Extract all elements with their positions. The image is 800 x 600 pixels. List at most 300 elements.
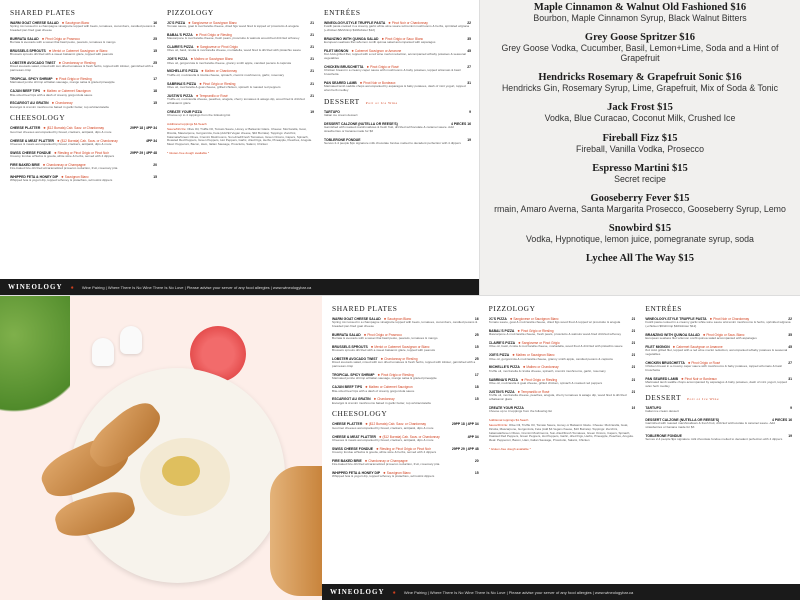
menu-item-name: CAJUN BEEF TIPS [332,385,363,390]
wine-pairing-icon: ✸ [61,21,66,25]
menu-item-price: 19 [788,434,793,439]
wine-pairing-text: Tempranillo or Rosé [521,389,550,394]
menu-item [167,33,314,41]
menu-item-description: Truffle oil, mozzarella cheese, peaches, arugula, cherry tomatoes & asiago dip, wood fired & drizzled w/balsamic glaze [167,96,305,105]
menu-item-name: CHICKEN BRUSCHETTA [324,65,364,70]
pizza-toppings-list [489,424,636,443]
gluten-free-note: * Gluten-free dough available * [167,151,210,156]
menu-item-price: 18 [474,385,479,390]
menu-item-description: Gourmet cheeses accompanied by bread, crackers, antipasti, dips & more [10,129,112,134]
pizza-toppings-note: Additional toppings $1.5each [488,417,529,422]
menu-item-price: 15 [474,397,479,402]
wine-pairing-icon: ✸ [380,357,385,362]
menu-item [324,65,471,77]
section-title-cheesology: CHEESOLOGY [10,113,66,123]
salt-shaker-image [92,338,114,366]
section-title-entrees: ENTRÉES [324,8,361,17]
wine-pairing-icon: ✸ [365,385,369,390]
menu-item [167,94,314,106]
wine-pairing-icon: ✸ [365,422,369,427]
menu-item-name: BABAL'S PIZZA [488,329,515,334]
menu-item-name: CLAIRE'S PIZZA [488,341,516,346]
menu-item [645,434,792,442]
menu-item-description: Italian ice cream dessert [324,113,358,118]
menu-item [645,345,792,357]
wine-pairing-icon: ✸ [517,329,521,334]
pizza-toppings-list [167,128,314,147]
menu-item [10,101,157,109]
wine-pairing-text: Sangiovese or Pinot Grigio [521,341,560,346]
wine-pairing-text: Chardonnay [55,101,73,106]
menu-item-description: Cheeses & meats accompanied by bread, crackers, antipasti, dips & more [332,437,434,442]
menu-item [10,163,157,171]
menu-item-name: PAN SEARED LAMB [645,377,679,382]
menu-item-name: CREATE YOUR PIZZA [167,109,203,114]
menu-item [332,373,479,381]
menu-item-price: 25 [474,332,479,337]
menu-item-price: 35 [467,36,471,41]
salad-image [0,296,70,426]
menu-item-description: Olive oil, mozzarella & goat cheese, grilled chicken, spinach & roasted red peppers [488,380,603,385]
menu-item-description: Spring mix tossed in a champagne vinaigrette topped with beets, tomatoes, cucumbers, candied pecans & breaded pan fried goat cheese [10,24,156,33]
menu-item-description: Gourmet cheeses accompanied by bread, crackers, antipasti, dips & more [332,425,434,430]
menu-item-description: Fire-baked brie drizzled w/caramelized prosecco reduction, fruit, rosemary pita [10,166,118,171]
wine-pairing-icon: ✸ [43,126,47,131]
section-title-pizzology: PIZZOLOGY [488,304,536,313]
baguette-image [270,466,322,596]
menu-item [10,37,157,45]
pizza-toppings-note: Additional toppings $1.5each [167,121,207,126]
menu-item-description: Choose up to 4 toppings from the following list [488,408,552,413]
wine-pairing-icon: ✸ [383,317,388,321]
section-title-entrees: ENTRÉES [645,304,682,313]
menu-item-name: FIRE BAKED BRIE [10,162,40,167]
menu-item-name: DESSERT CALZONE (NUTELLA OR REESE'S) [645,418,720,423]
cocktail-name: Lychee All The Way $15 [585,252,695,264]
wine-pairing-icon: ✸ [388,21,392,25]
menu-item-description: Fire-baked brie drizzled w/caramelized prosecco reduction, fruit, rosemary pita [332,462,440,467]
wine-pairing-text: Sauvignon Blanc [386,470,411,475]
wine-pairing-icon: ✸ [383,470,387,475]
menu-item-price: 22 [467,21,471,25]
menu-item [10,126,157,134]
menu-item-price: 29PP 29 | 4PP 48 [451,446,479,451]
wine-pairing-icon: ✸ [201,69,205,74]
menu-item-name: ESCARGOT AU GRATIN [332,397,371,402]
wine-pairing-icon: ✸ [518,341,522,346]
menu-item-description: Garnished with roasted marshmallows & fresh fruit, drizzled w/chocolate & caramel sauce. Add strawberries or banana made for $3 [645,421,775,430]
section-title-shared-plates: SHARED PLATES [332,304,398,313]
wine-pairing-icon: ✸ [672,345,677,350]
cocktail-name: Snowbird $15 [608,222,672,234]
menu-item-description: Truffle oil, mozzarella & ricotta cheese, spinach, cremini mushrooms, garlic, rosemary [488,368,606,373]
toppings-label: Sauce/Drizzle: [488,422,509,427]
menu-item-price: 22 [788,317,793,321]
menu-item [645,333,792,341]
wine-pairing-text: Sauvignon Blanc [64,174,89,179]
menu-item [645,377,792,389]
wine-pairing-icon: ✸ [51,101,56,106]
wine-pairing-text: Cabernet Sauvignon or Amarone [676,345,723,350]
wine-pairing-text: Malbec or Sauvignon Blanc [194,57,233,62]
menu-item [10,21,157,33]
menu-item-name: BRANZINO WITH QUINOA SALAD [645,332,700,337]
menu-item [167,21,314,29]
menu-item-price: 15 [474,470,479,475]
menu-page-bottom [322,296,800,600]
wine-pairing-icon: ✸ [188,21,192,25]
wine-pairing-icon: ✸ [43,89,47,94]
menu-item-description: Chicken breast in a creamy caper sauce with mushrooms & baby potatoes, topped w/tomato & basil bruschetta [645,364,782,373]
menu-item-price: 21 [631,389,636,394]
menu-item-name: MICHELLE'S PIZZA [167,69,199,74]
wine-pairing-icon: ✸ [378,434,383,439]
wine-pairing-text: Malbec or Chardonnay [204,69,237,74]
menu-item-description: Tomato sauce, goat & mozzarella cheese, dried figs wood fired & topped w/ prosciutto & arugula [167,24,299,29]
menu-item-description: Escargot & cremini mushrooms baked in garlic butter, top w/stracciatella [10,104,109,109]
wine-pairing-icon: ✸ [373,397,378,402]
wine-pairing-icon: ✸ [54,150,58,155]
menu-item-price: 21 [310,57,314,62]
wine-pairing-text: Pinot Grigio or Rosé [691,361,721,366]
cocktail-description: Hendricks Gin, Rosemary Syrup, Lime, Grapefruit, Mix of Soda & Tonic [501,83,779,94]
menu-item [489,406,636,414]
menu-item [489,365,636,373]
wine-pairing-text: Merlot or Cabernet Sauvignon or Blanc [52,49,108,54]
menu-item-description: Fusilli pasta cooked in a creamy garlic white wine sauce w/cremini mushrooms & herbs, sprinkled w/grana (+chicken $6/shrimp $10/lobster $12) [645,320,791,329]
menu-column-pizza [489,302,636,580]
wine-pairing-text: Sangiovese or Sauvignon Blanc [513,317,559,321]
menu-item-name: TARTUFO [645,405,662,410]
menu-item-name: JUSTIN'S PIZZA [167,93,193,98]
olive-oil-image [162,456,200,486]
wine-pairing-text: Pinot Grigio or Rosé [370,65,399,70]
menu-item-description: Olive oil, gorgonzola & mozzarella cheese, granny smith apple, candied pecans & capicola [488,356,613,361]
menu-item-price: 21 [631,377,636,382]
menu-column-pizza [167,6,314,275]
wine-pairing-text: Chardonnay or Champagne [46,162,86,167]
menu-item [489,317,636,325]
menu-item-price: 15 [153,101,157,106]
wine-pairing-text: Pinot Grigio or Riesling [59,77,92,82]
cocktail-name: Hendricks Rosemary & Grapefruit Sonic $16 [538,72,742,84]
menu-item-price: 19 [310,109,314,114]
menu-item-description: European seabass filet w/lemon confit quinoa salad accompanied with asparagus [645,336,757,341]
wine-pairing-icon: ✸ [351,49,355,54]
menu-item-name: CREATE YOUR PIZZA [488,405,524,410]
menu-item-price: 20 [474,458,479,463]
menu-item [167,110,314,118]
wine-pairing-text: Chardonnay [377,397,395,402]
dessert-pairing: Port or Ice Wine [687,396,720,401]
menu-column-entrees [324,6,471,275]
menu-item-price: 27 [788,361,793,366]
menu-item-price: 15 [153,174,157,179]
menu-item-description: Marinated jumbo shrimp w/Italian sausage, mango salsa & grazed pineapple [332,376,437,381]
menu-item-description: Olive oil, gorgonzola & mozzarella cheese, granny smith apple, candied pecans & capicola [167,60,291,65]
menu-item-price: 21 [310,81,314,86]
wine-pairing-text: Sangiovese or Pinot Grigio [200,45,238,50]
wineology-logo: WINEOLOGY [8,283,63,291]
menu-item [324,81,471,93]
wine-pairing-icon: ✸ [363,332,368,337]
menu-item-description: Marinated lamb saddle chops accompanied by asparagus & baby potatoes, dash of mint yogurt, topped w/an herb medley [645,380,787,389]
menu-item-price: 18 [153,89,157,94]
wine-pairing-icon: ✸ [195,33,200,38]
menu-item [332,397,479,405]
menu-item-price: 21 [631,353,636,358]
wine-pairing-icon: ✸ [370,345,375,350]
menu-item-price: 15 [153,49,157,54]
wine-pairing-text: Pinot Noir or Chardonnay [713,317,750,321]
wine-pairing-icon: ✸ [702,332,707,337]
menu-item-name: FIRE BAKED BRIE [332,458,362,463]
menu-item [324,49,471,61]
wine-pairing-text: Pinot Grigio or Riesling [199,33,232,38]
footer-text: Wine Pairing | Where There Is No Wine There Is No Love | Please advise your server of any food allergies | www.wineologybar.ca [81,284,312,290]
menu-item-price: 25 [153,61,157,66]
wine-pairing-text: Malbec or Chardonnay [526,365,559,370]
wine-pairing-icon: ✸ [41,36,46,41]
menu-item-price: 21 [310,69,314,74]
menu-item [489,329,636,337]
menu-item [10,139,157,147]
menu-item-description: Serves 2-4 people $px signature milk chocolate fondue melted to decadent perfection with 4 dippers [645,437,783,442]
menu-item-price: 29PP 18 | 4PP 34 [451,422,479,427]
menu-item-description: Mascarpone & mozzarella cheese, fresh pears, prosciutto & walnuts wood-fired drizzled w/honey [488,332,622,337]
wine-pairing-icon: ✸ [687,361,692,366]
menu-item-description: Truffle oil, mozzarella & ricotta cheese, spinach, cremini mushrooms, garlic, rosemary [167,72,285,77]
menu-item-description: Spring mix tossed in a champagne vinaigrette topped with beets, tomatoes, cucumbers, candied pecans & breaded pan fried goat cheese [332,320,478,329]
menu-footer [322,584,800,600]
wine-pairing-icon: ✸ [381,36,386,41]
menu-item-name: BRANZINO WITH QUINOA SALAD [324,36,379,41]
menu-item [167,69,314,77]
menu-item [645,406,792,414]
menu-item-price: 9 [469,109,471,114]
menu-item-name: CHEESE PLATTER [10,126,41,131]
menu-item-name: JOE'S PIZZA [488,353,510,358]
wine-pairing-text: Riesling or Pinot Grigio or Pinot Noir [379,446,431,451]
cocktail-description: Vodka, Hypnotique, lemon juice, pomegranate syrup, soda [526,233,754,244]
menu-item-price: 27 [467,65,471,70]
menu-item-name: CLAIRE'S PIZZA [167,45,194,50]
menu-item [10,61,157,73]
wine-pairing-icon: ✸ [195,93,200,98]
wine-pairing-text: Chardonnay or Champagne [368,458,408,463]
menu-item [332,459,479,467]
menu-item-price: 17 [153,77,157,82]
wine-pairing-icon: ✸ [70,284,74,290]
menu-item-name: WINEOLOGY-STYLE TRUFFLE PASTA [645,317,707,321]
menu-item-description: Mascarpone & mozzarella cheese, fresh pears, prosciutto & walnuts wood-fired drizzled w/honey [167,36,300,41]
menu-item-description: Truffle oil, mozzarella cheese, peaches, arugula, cherry tomatoes & asiago dip, wood fired & drizzled w/balsamic glaze [488,392,627,401]
toppings-text: Olive Oil, Truffle Oil, Tomato Sauce, Honey or Balsamic Glaze. Cheese: Mozzarella, Goat, Ricotta, Mascarpone, Gorgonzola, Feta (Add $4 Vegan cheese, $10 Burrata). Toppings: Zucchini, Kalamata/Green Olives, Cremini Mushrooms, Sun-dried/Fresh Tomatoes, Green Onions, Capers, Spinach, Roasted Red Peppers, Green Peppers, Hot Peppers, Garlic, dried Figs, Herbs, Pineapple, Peaches, Arugula. Meat: Pepperoni, Bacon, Ham, Italian Sausage, Prosciutto, Salami, Chicken [167,126,312,147]
menu-item-name: BRUSSELS SPROUTS [10,49,46,54]
menu-item-name: DESSERT CALZONE (NUTELLA OR REESE'S) [324,122,398,127]
menu-item-price: 45 [788,345,793,350]
menu-item-price: 21 [631,365,636,370]
wine-pairing-text: Cabernet Sauvignon or Amarone [354,49,402,54]
section-title-pizzology: PIZZOLOGY [167,8,214,17]
wine-pairing-text: Pinot Noir or Bordeaux [684,377,717,382]
menu-item-name: WHIPPED FETA & HONEY DIP [10,174,59,179]
section-title-dessert [324,97,471,106]
toppings-label: Sauce/Drizzle: [167,126,187,131]
menu-item [332,345,479,353]
menu-item-price: 19 [467,138,471,143]
menu-item-name: WINEOLOGY-STYLE TRUFFLE PASTA [324,21,386,25]
wine-pairing-icon: ✸ [58,61,63,66]
menu-item-price: 21 [310,93,314,98]
footer-text: Wine Pairing | Where There Is No Wine There Is No Love | Please advise your server of any food allergies | www.wineologybar.ca [403,589,634,595]
menu-item-description: Italian ice cream dessert [645,409,679,414]
wineology-logo: WINEOLOGY [330,588,385,596]
menu-item-price: 45 [467,49,471,54]
menu-item-name: SWISS CHEESE FONDUE [332,446,374,451]
wine-pairing-icon: ✸ [522,365,527,370]
menu-item-price: 21 [631,329,636,334]
menu-item-description: Brussels sprouts drizzled with a sweet balsamic glaze, topped with peanuts [332,348,436,353]
menu-item [645,361,792,373]
wine-pairing-text: Pinot Grigio or Sauv. Blanc [385,36,424,41]
menu-item-name: JUSTIN'S PIZZA [488,389,515,394]
menu-item [10,151,157,159]
menu-item-name: TROPICAL SPICY SHRIMP [10,77,53,82]
wine-pairing-text: Pinot Grigio or Riesling [520,329,554,334]
menu-item-price: 21 [631,317,636,321]
menu-item-name: WARM GOAT CHEESE SALAD [10,21,59,25]
wine-pairing-icon: ✸ [61,174,65,179]
menu-item-description: Cheeses & meats accompanied by bread, crackers, antipasti, dips & more [10,141,112,146]
cocktail-description: Vodka, Blue Curacao, Coconut Milk, Crushed Ice [544,113,736,124]
cocktail-name: Fireball Fizz $15 [602,132,678,144]
menu-item-price: 16 [153,21,157,25]
cocktail-description: rmain, Amaro Averna, Santa Margarita Prosecco, Gooseberry Syrup, Lemo [494,203,786,214]
wine-pairing-icon: ✸ [512,353,516,358]
wine-pairing-text: Pinot Grigio or Riesling [202,81,236,86]
menu-item-price: 20 [153,162,157,167]
wine-pairing-text: Pinot Noir or Bordeaux [363,81,396,86]
cocktail-list [480,0,800,295]
wine-pairing-icon: ✸ [392,589,396,595]
menu-item [324,37,471,45]
cocktail-description: Grey Goose Vodka, Cucumber, Basil, Lemon+Lime, Soda and a Hint of Grapefruit [501,43,779,64]
menu-item-description: Olive oil, basil, ricotta & mozzarella cheese, mortadella, wood fired & drizzled with pistachio sauce [167,48,301,53]
menu-item-name: JC'S PIZZA [167,21,186,25]
menu-item [324,138,471,146]
menu-item-name: LOBSTER AVOCADO TWIST [332,357,378,362]
menu-item-name: SABRINA'S PIZZA [167,81,197,86]
menu-item-description: Olive oil, basil, ricotta & mozzarella cheese, mortadella, wood fired & drizzled with pistachio sauce [488,344,623,349]
menu-item-name: SWISS CHEESE FONDUE [10,150,52,155]
menu-item-description: Diced avocado salad, mixed with sun dried tomatoes & fresh herbs, topped with lobster, garnished with a parmesan crisp [10,64,154,73]
menu-item [324,21,471,33]
menu-item-name: TOBLERONE FONDUE [324,138,361,143]
menu-item-name: CAJUN BEEF TIPS [10,89,41,94]
section-title-dessert [645,393,792,402]
wine-pairing-text: Tempranillo or Rosé [199,93,228,98]
wine-pairing-text: Pinot Grigio or Prosecco [45,36,80,41]
menu-item-price: 9 [790,405,793,410]
wine-pairing-text: Chardonnay or Riesling [62,61,96,66]
menu-item-price: 21 [310,21,314,25]
menu-item-description: Burrata & avocado with a sweet thai basil pesto, peanuts, tomatoes & mango [332,336,438,341]
menu-item-name: CHEESE & MEAT PLATTER [332,434,376,439]
cocktail-name: Espresso Martini $15 [592,162,688,174]
menu-item-description: Marinated lamb saddle chops accompanied by asparagus & baby potatoes, dash of mint yogurt, topped w/an herb medley [324,84,466,93]
menu-item-price: 21 [631,341,636,346]
menu-column-entrees [645,302,792,580]
menu-item-name: JOE'S PIZZA [167,57,188,62]
menu-item-name: TARTUFO [324,109,340,114]
menu-item-name: TROPICAL SPICY SHRIMP [332,373,375,378]
menu-item-price: 4PP 34 [145,138,157,143]
wine-pairing-icon: ✸ [709,317,714,321]
menu-item-description: Tomato sauce, goat & mozzarella cheese, dried figs wood fired & topped w/ prosciutto & arugula [488,320,621,325]
food-photo [0,296,322,600]
menu-item-description: Burrata & avocado with a sweet thai basil pesto, peanuts, tomatoes & mango [10,40,116,45]
wine-pairing-text: Malbec or Cabernet Sauvignon [368,385,413,390]
menu-item-name: CHEESE & MEAT PLATTER [10,138,54,143]
menu-item [332,317,479,329]
menu-item-price: 21 [310,45,314,50]
menu-item-description: Whipped feta & yogurt dip, topped w/honey & pistachios, w/crostini dippers [332,474,435,479]
menu-item [10,77,157,85]
section-title-cheesology: CHEESOLOGY [332,409,388,419]
menu-item-description: Garnished with roasted marshmallows & fresh fruit, drizzled w/chocolate & caramel sauce. Add strawberries or banana made for $3 [324,125,454,134]
menu-item-price: 35 [788,332,793,337]
dessert-title: DESSERT [324,96,360,106]
menu-item-description: Whipped feta & yogurt dip, topped w/honey & pistachios, w/crostini dippers [10,178,113,183]
wine-pairing-text: Riesling or Pinot Grigio or Pinot Noir [57,150,109,155]
dessert-pairing: Port or Ice Wine [365,100,398,105]
menu-item-description: Chicken breast in a creamy caper sauce with mushrooms & baby potatoes, topped w/tomato & basil bruschetta [324,68,461,77]
wine-pairing-icon: ✸ [364,458,369,463]
menu-item-name: BABAL'S PIZZA [167,33,193,38]
wine-pairing-text: Pinot Grigio or Riesling [381,373,414,378]
cocktail-name: Jack Frost $15 [607,102,673,114]
menu-item-name: ESCARGOT AU GRATIN [10,101,49,106]
wine-pairing-icon: ✸ [377,373,382,378]
menu-item [489,353,636,361]
cocktail-description: Bourbon, Maple Cinnamon Syrup, Black Walnut Bitters [533,13,747,23]
menu-item-name: FILET MIGNON [324,49,349,54]
cocktail-name: Maple Cinnamon & Walnut Old Fashioned $16 [533,2,747,13]
menu-item-price: 16 [474,317,479,321]
menu-item [332,471,479,479]
menu-item-description: Choose up to 4 toppings from the following list [167,112,231,117]
menu-item [324,110,471,118]
wine-pairing-icon: ✸ [55,77,60,82]
menu-item-price: 29PP 29 | 4PP 48 [130,150,157,155]
menu-item-description: 8oz AAA grilled filet, topped with a red wine merlot reduction, accompanied w/baby potatoes & seasonal vegetables [645,348,788,357]
menu-item-price: 25 [153,36,157,41]
menu-item-name: FILET MIGNON [645,345,670,350]
wine-pairing-text: Malbec or Cabernet Sauvignon [46,89,91,94]
dessert-title: DESSERT [645,392,682,402]
menu-item-name: WARM GOAT CHEESE SALAD [332,317,381,321]
menu-document [322,296,800,600]
menu-item [10,175,157,183]
wine-pairing-icon: ✸ [199,81,203,86]
wine-pairing-icon: ✸ [509,317,514,321]
menu-item-description: 8oz AAA grilled filet, topped with a red wine merlot reduction, accompanied w/baby potatoes & seasonal vegetables [324,52,466,61]
menu-item [332,385,479,393]
wine-pairing-icon: ✸ [56,138,61,143]
menu-item-description: Escargot & cremini mushrooms baked in garlic butter, top w/stracciatella [332,400,431,405]
menu-item-name: BRUSSELS SPROUTS [332,345,368,350]
